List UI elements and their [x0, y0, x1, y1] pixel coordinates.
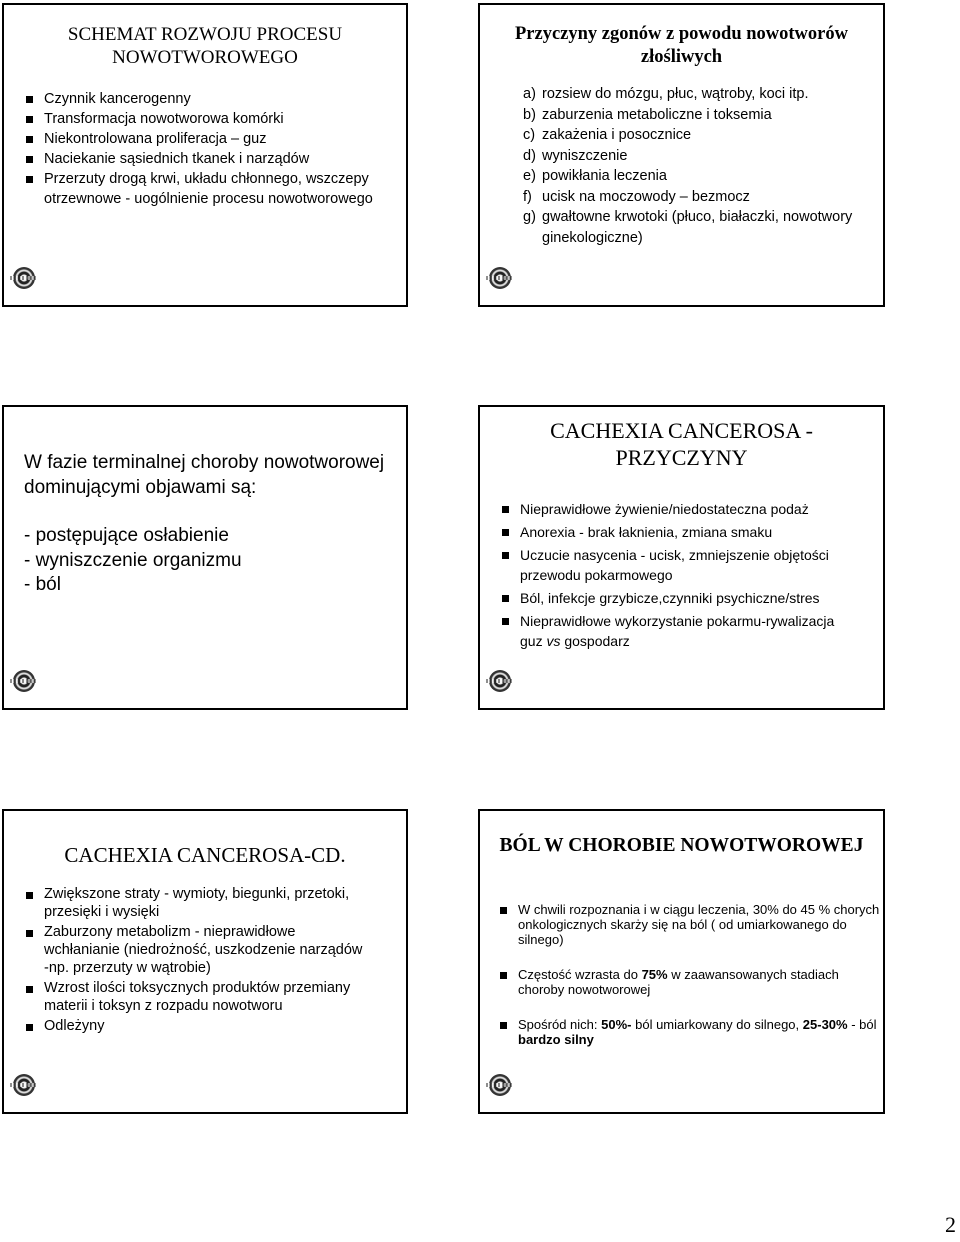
slide-4-title: CACHEXIA CANCEROSA - PRZYCZYNY — [550, 418, 813, 470]
slide-6-title: BÓL W CHOROBIE NOWOTWOROWEJ — [499, 835, 864, 856]
list-item: Wzrost ilości toksycznych produktów przemiany materii i toksyn z rozpadu nowotworu — [26, 979, 371, 1015]
list-item: e) powikłania leczenia — [523, 168, 667, 184]
slide-4 — [478, 405, 885, 710]
symptom-line: - ból — [24, 574, 61, 595]
slide-1-title: SCHEMAT ROZWOJU PROCESU NOWOTWOROWEGO — [67, 24, 343, 68]
list-item: Anorexia - brak łaknienia, zmiana smaku — [502, 522, 847, 542]
slide-3 — [2, 405, 408, 710]
list-item: f) ucisk na moczowody – bezmocz — [523, 188, 750, 205]
slide-2-list — [523, 84, 853, 248]
slide-5-list — [26, 885, 371, 1035]
slide-4-list — [502, 499, 847, 651]
list-item: Odleżyny — [26, 1017, 371, 1035]
list-item: Zaburzony metabolizm - nieprawidłowe wchłanianie (niedrożność, uszkodzenie narządów -np. przerzuty w wątrobie) — [26, 923, 371, 977]
list-item: d) wyniszczenie — [523, 147, 628, 164]
list-item: Przerzuty drogą krwi, układu chłonnego, wszczepy otrzewnowe - uogólnienie procesu nowotworowego — [26, 169, 376, 209]
list-item: a) rozsiew do mózgu, płuc, wątroby, koci itp. — [523, 86, 809, 102]
seal-logo-icon — [13, 670, 35, 692]
slide-2 — [478, 3, 885, 307]
list-item: Transformacja nowotworowa komórki — [26, 109, 376, 129]
seal-logo-icon — [489, 1074, 511, 1096]
slide-6 — [478, 809, 885, 1114]
list-item: Czynnik kancerogenny — [26, 89, 376, 109]
slide-2-title: Przyczyny zgonów z powodu nowotworów złośliwych — [515, 24, 848, 67]
list-item: Naciekanie sąsiednich tkanek i narządów — [26, 149, 376, 169]
symptom-line: - wyniszczenie organizmu — [24, 549, 242, 571]
list-item: b) zaburzenia metaboliczne i toksemia — [523, 106, 772, 123]
slide-1 — [2, 3, 408, 307]
slide-5-title: CACHEXIA CANCEROSA-CD. — [64, 843, 346, 867]
seal-logo-icon — [13, 267, 35, 289]
list-item: Nieprawidłowe wykorzystanie pokarmu-rywalizacja guz vs gospodarz — [502, 611, 847, 651]
list-item: Ból, infekcje grzybicze,czynniki psychiczne/stres — [502, 588, 847, 608]
symptom-line: - postępujące osłabienie — [24, 525, 229, 546]
list-item: W chwili rozpoznania i w ciągu leczenia, 30% do 45 % chorych onkologicznych skarży się na ból ( od umiarkowanego do silnego) — [500, 902, 880, 947]
list-item: Uczucie nasycenia - ucisk, zmniejszenie objętości przewodu pokarmowego — [502, 545, 847, 585]
list-item: Zwiększone straty - wymioty, biegunki, przetoki, przesięki i wysięki — [26, 885, 371, 921]
list-item: Niekontrolowana proliferacja – guz — [26, 129, 376, 149]
seal-logo-icon — [489, 670, 511, 692]
list-item: g) gwałtowne krwotoki (płuco, białaczki, nowotwory ginekologiczne) — [523, 209, 853, 246]
slide-6-list — [500, 902, 880, 1047]
seal-logo-icon — [13, 1074, 35, 1096]
intro-text: W fazie terminalnej choroby nowotworowej dominującymi objawami są: — [24, 452, 385, 498]
list-item: Nieprawidłowe żywienie/niedostateczna podaż — [502, 499, 847, 519]
slide-1-list — [26, 89, 376, 209]
list-item: Spośród nich: 50%- ból umiarkowany do silnego, 25-30% - ból bardzo silny — [500, 1017, 880, 1047]
slide-3-body — [24, 451, 394, 598]
list-item: c) zakażenia i posocznice — [523, 127, 692, 143]
seal-logo-icon — [489, 267, 511, 289]
page-number: 2 — [945, 1212, 956, 1237]
list-item: Częstość wzrasta do 75% w zaawansowanych stadiach choroby nowotworowej — [500, 967, 880, 997]
slide-5 — [2, 809, 408, 1114]
